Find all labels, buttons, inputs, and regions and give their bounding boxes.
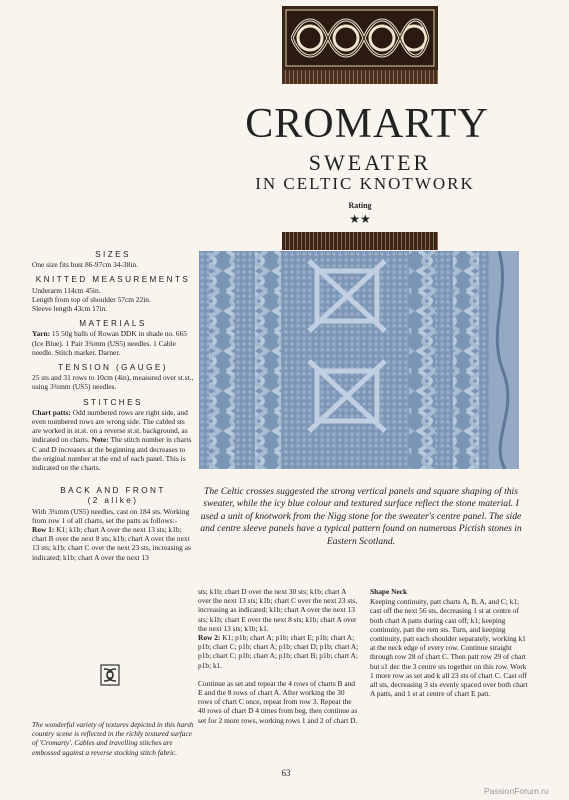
- shape-neck-text: Keeping continuity, patt charts A, B, A, and C; k1; cast off the next 56 sts, decreasing 1 st at centre of both chart A patts during cast off; k1; keeping continuity, patt the rem sts. Turn, and keeping continuity, patt each shoulder separately, working k1 at the neck edge of every row. Continue straight through row 28 of chart C. Then patt row 29 of chart but s1 dec the 3 centre sts together on this row. Work 1 more row as set and k all 23 sts of chart C. Cast off all sts, decreasing 3 sts evenly spaced over both chart A patts, and 1 st at centre of chart E patt.: [370, 597, 528, 699]
- back-front-subheading: (2 alike): [87, 496, 139, 506]
- left-column: [32, 250, 194, 562]
- decorative-stripe-photo: [282, 232, 438, 250]
- col2-para2: Continue as set and repeat the 4 rows of charts B and E and the 8 rows of chart A. After working the 30 rows of chart C once, repeat from row 3. Repeat the 40 rows of chart D 4 times from beg, then continue as set for 2 more rows, working rows 1 and 2 of chart D.: [198, 678, 358, 725]
- materials-label: Yarn:: [32, 329, 51, 339]
- sizes-text: One size fits bust 86-97cm 34-38in.: [32, 260, 138, 270]
- measurements-heading: KNITTED MEASUREMENTS: [35, 275, 191, 285]
- measurement-sleeve: Sleeve length 43cm 17in.: [32, 304, 108, 314]
- row2-text: [198, 633, 360, 670]
- knot-icon: [100, 664, 120, 686]
- rating-stars: ★★: [349, 212, 371, 226]
- measurement-length: Length from top of shoulder 57cm 22in.: [32, 294, 151, 304]
- right-column: [370, 587, 530, 698]
- watermark: PassionForum.ru: [484, 786, 549, 796]
- chart-patts-body: Odd numbered rows are right side, and even numbered rows are wrong side. The cabled sts are worked in st.st. on a reverse st.st. background, as indicated on charts.: [32, 407, 188, 445]
- small-knot-ornament: [100, 664, 120, 686]
- row2-label: Row 2:: [198, 633, 221, 643]
- note-body: The stitch number in charts C and D increases at the beginning and decreases to the original number at the end of each panel. This is indicated on the charts.: [32, 435, 192, 473]
- tension-text: 25 sts and 31 rows to 10cm (4in), measured over st.st., using 3¾mm (US5) needles.: [32, 373, 194, 392]
- knit-texture-image: [199, 251, 519, 469]
- sizes-heading: SIZES: [95, 250, 131, 259]
- row1-text: [32, 525, 194, 562]
- materials-body: 15 50g balls of Rowan DDK in shade no. 665 (Ice Blue). 1 Pair 3¾mm (US5) needles. 1 Cable needle. Stitch marker. Darner.: [32, 329, 187, 357]
- rating-label: Rating: [348, 201, 372, 210]
- shape-neck-heading: Shape Neck: [370, 587, 408, 596]
- col2-para1: sts; k1b; chart D over the next 30 sts; k1b; chart A over the next 13 sts; k1b; chart C over the next 23 sts, increasing as indicated; k1b; chart A over the next 13 sts; k1b; chart E over the next 8 sts; k1b; chart A over the next 13 sts; k1b; k1.: [198, 587, 358, 633]
- left-caption: The wonderful variety of textures depicted in this harsh country scene is reflected in the richly textured surface of 'Cromarty'. Cables and travelling stitches are embossed against a reverse stocking stitch fabric.: [32, 720, 194, 757]
- page-subtitle: SWEATER: [308, 150, 432, 175]
- page-subtitle-2: IN CELTIC KNOTWORK: [255, 174, 475, 193]
- sweater-photo: [199, 251, 519, 469]
- back-front-heading: BACK AND FRONT: [60, 486, 166, 496]
- tension-heading: TENSION (GAUGE): [58, 363, 168, 373]
- middle-column: [198, 587, 360, 725]
- photo-caption: The Celtic crosses suggested the strong vertical panels and square shaping of this sweater, while the icy blue colour and textured surface reflect the stone material. I used a unit of knotwork from the Nigg stone for the sweater's centre panel. The side and centre sleeve panels have a typical pattern found on numerous Pictish stones in Eastern Scotland.: [200, 486, 522, 547]
- materials-heading: MATERIALS: [79, 319, 147, 329]
- page-number: 63: [281, 768, 291, 778]
- chart-patts-label: Chart patts:: [32, 407, 71, 417]
- knotwork-banner: [282, 6, 438, 70]
- row1-label: Row 1:: [32, 525, 55, 535]
- stitches-heading: STITCHES: [83, 397, 143, 407]
- page-title: CROMARTY: [245, 101, 489, 147]
- measurement-underarm: Underarm 114cm 45in.: [32, 285, 101, 295]
- celtic-knot-icon: [282, 6, 438, 70]
- note-label: Note:: [91, 435, 109, 445]
- row1-body: K1; k1b; chart A over the next 13 sts; k1b; chart B over the next 8 sts; k1b; chart A over the next 13 sts; k1b; chart C over the next 23 sts, increasing as indicated; k1b; chart A over the next 13: [32, 525, 191, 562]
- decorative-stripe-top: [282, 70, 438, 84]
- materials-text: [32, 329, 194, 357]
- back-front-intro: With 3¾mm (US5) needles, cast on 184 sts. Working from row 1 of all charts, set the patts as follows:-: [32, 506, 190, 525]
- row2-body: K1; p1b; chart A; p1b; chart E; p1b; chart A; p1b; chart C; p1b; chart A; p1b; chart D; p1b; chart A; p1b; chart C; p1b; chart A; p1b; chart B; p1b; chart A; p1b; k1.: [198, 633, 359, 670]
- stitches-text: [32, 408, 194, 472]
